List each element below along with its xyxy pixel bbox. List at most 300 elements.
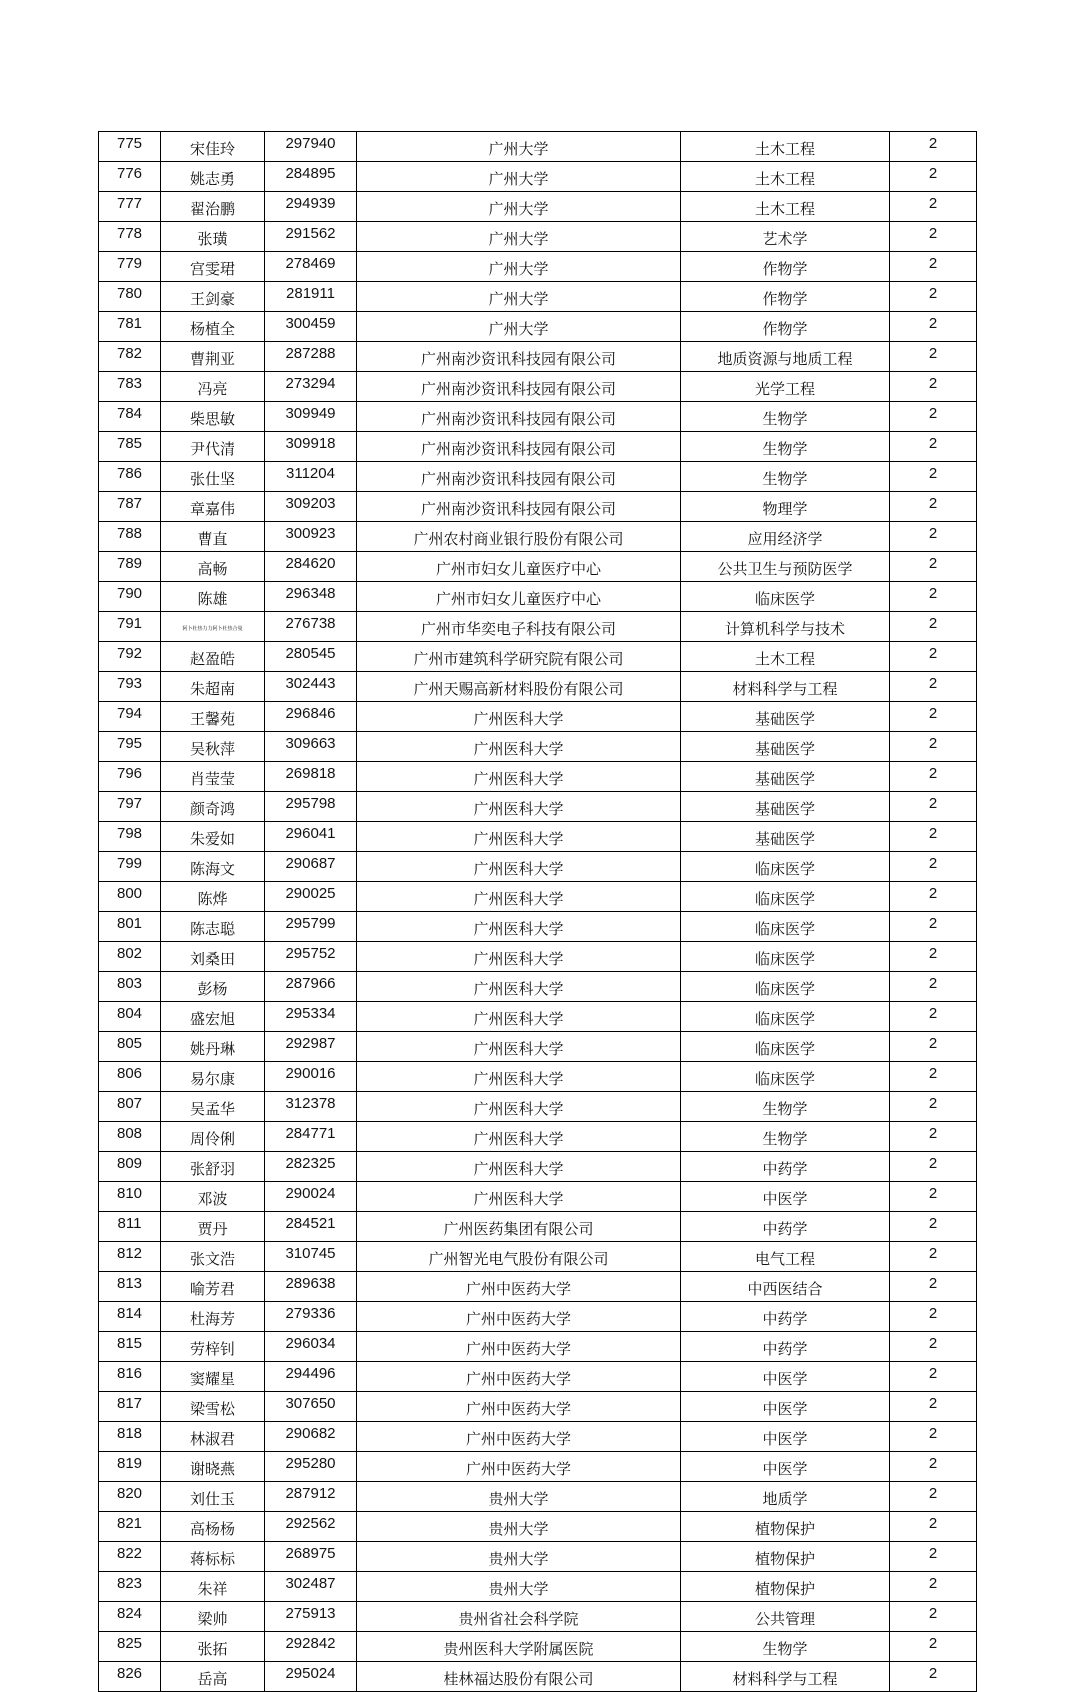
organization-cell: 广州医科大学 [357,1152,681,1182]
table-row [99,1002,977,1032]
row-number-cell: 810 [99,1182,161,1212]
count-value-cell: 2 [890,1032,977,1062]
table-row [99,462,977,492]
organization-cell: 广州市建筑科学研究院有限公司 [357,642,681,672]
row-number-cell: 814 [99,1302,161,1332]
discipline-cell: 临床医学 [681,582,890,612]
count-value-cell: 2 [890,372,977,402]
count-value-cell: 2 [890,1092,977,1122]
person-id-cell: 302443 [265,672,357,702]
count-value-cell: 2 [890,1632,977,1662]
row-number-cell: 809 [99,1152,161,1182]
discipline-cell: 应用经济学 [681,522,890,552]
organization-cell: 广州医科大学 [357,912,681,942]
person-id-cell: 284771 [265,1122,357,1152]
row-number-cell: 792 [99,642,161,672]
person-id-cell: 309203 [265,492,357,522]
count-value-cell: 2 [890,192,977,222]
table-row [99,972,977,1002]
person-id-cell: 273294 [265,372,357,402]
row-number-cell: 785 [99,432,161,462]
row-number-cell: 813 [99,1272,161,1302]
organization-cell: 广州中医药大学 [357,1272,681,1302]
person-id-cell: 295752 [265,942,357,972]
count-value-cell: 2 [890,1482,977,1512]
count-value-cell: 2 [890,672,977,702]
count-value-cell: 2 [890,1302,977,1332]
count-value-cell: 2 [890,402,977,432]
row-number-cell: 804 [99,1002,161,1032]
table-row [99,1332,977,1362]
person-name-cell: 劳梓钊 [161,1332,265,1362]
discipline-cell: 生物学 [681,1122,890,1152]
discipline-cell: 中医学 [681,1422,890,1452]
person-name-cell: 邓波 [161,1182,265,1212]
person-name-cell: 颜奇鸿 [161,792,265,822]
table-row [99,1602,977,1632]
person-name-cell: 翟治鹏 [161,192,265,222]
person-name-cell: 杜海芳 [161,1302,265,1332]
discipline-cell: 公共管理 [681,1602,890,1632]
organization-cell: 广州中医药大学 [357,1422,681,1452]
person-id-cell: 275913 [265,1602,357,1632]
count-value-cell: 2 [890,462,977,492]
organization-cell: 广州大学 [357,192,681,222]
person-name-cell: 高杨杨 [161,1512,265,1542]
table-row [99,1212,977,1242]
person-id-cell: 284620 [265,552,357,582]
person-id-cell: 292987 [265,1032,357,1062]
discipline-cell: 中医学 [681,1452,890,1482]
count-value-cell: 2 [890,912,977,942]
person-name-cell: 周伶俐 [161,1122,265,1152]
row-number-cell: 822 [99,1542,161,1572]
person-name-cell: 林淑君 [161,1422,265,1452]
discipline-cell: 基础医学 [681,822,890,852]
count-value-cell: 2 [890,312,977,342]
organization-cell: 广州中医药大学 [357,1302,681,1332]
row-number-cell: 798 [99,822,161,852]
organization-cell: 广州大学 [357,252,681,282]
person-id-cell: 311204 [265,462,357,492]
person-name-cell: 柴思敏 [161,402,265,432]
row-number-cell: 789 [99,552,161,582]
person-name-cell: 姚丹琳 [161,1032,265,1062]
person-name-cell: 朱祥 [161,1572,265,1602]
row-number-cell: 821 [99,1512,161,1542]
table-row [99,1632,977,1662]
table-row [99,1542,977,1572]
organization-cell: 贵州大学 [357,1482,681,1512]
person-name-cell: 宋佳玲 [161,132,265,162]
person-name-cell: 喻芳君 [161,1272,265,1302]
row-number-cell: 800 [99,882,161,912]
count-value-cell: 2 [890,432,977,462]
person-id-cell: 294496 [265,1362,357,1392]
person-id-cell: 279336 [265,1302,357,1332]
person-name-cell: 王剑豪 [161,282,265,312]
row-number-cell: 802 [99,942,161,972]
table-row [99,222,977,252]
person-name-cell: 杨植全 [161,312,265,342]
count-value-cell: 2 [890,1152,977,1182]
count-value-cell: 2 [890,342,977,372]
row-number-cell: 796 [99,762,161,792]
person-id-cell: 290025 [265,882,357,912]
person-name-cell: 张拓 [161,1632,265,1662]
organization-cell: 广州南沙资讯科技园有限公司 [357,402,681,432]
discipline-cell: 中西医结合 [681,1272,890,1302]
person-name-cell: 陈志聪 [161,912,265,942]
organization-cell: 广州南沙资讯科技园有限公司 [357,462,681,492]
discipline-cell: 光学工程 [681,372,890,402]
count-value-cell: 2 [890,1332,977,1362]
count-value-cell: 2 [890,1242,977,1272]
count-value-cell: 2 [890,1662,977,1692]
person-id-cell: 312378 [265,1092,357,1122]
discipline-cell: 基础医学 [681,762,890,792]
table-row [99,312,977,342]
organization-cell: 广州医科大学 [357,972,681,1002]
count-value-cell: 2 [890,252,977,282]
table-row [99,1362,977,1392]
discipline-cell: 植物保护 [681,1572,890,1602]
count-value-cell: 2 [890,972,977,1002]
person-name-cell: 高畅 [161,552,265,582]
organization-cell: 广州中医药大学 [357,1362,681,1392]
roster-table [98,131,977,1692]
person-name-cell: 蒋标标 [161,1542,265,1572]
person-name-cell: 尹代清 [161,432,265,462]
row-number-cell: 803 [99,972,161,1002]
discipline-cell: 电气工程 [681,1242,890,1272]
discipline-cell: 作物学 [681,252,890,282]
count-value-cell: 2 [890,1272,977,1302]
row-number-cell: 823 [99,1572,161,1602]
person-id-cell: 309663 [265,732,357,762]
row-number-cell: 812 [99,1242,161,1272]
row-number-cell: 824 [99,1602,161,1632]
table-row [99,1392,977,1422]
row-number-cell: 820 [99,1482,161,1512]
count-value-cell: 2 [890,582,977,612]
row-number-cell: 811 [99,1212,161,1242]
person-id-cell: 292562 [265,1512,357,1542]
person-name-cell: 章嘉伟 [161,492,265,522]
organization-cell: 广州医科大学 [357,882,681,912]
organization-cell: 广州大学 [357,312,681,342]
discipline-cell: 基础医学 [681,732,890,762]
discipline-cell: 临床医学 [681,882,890,912]
discipline-cell: 土木工程 [681,132,890,162]
row-number-cell: 826 [99,1662,161,1692]
discipline-cell: 中医学 [681,1362,890,1392]
discipline-cell: 作物学 [681,312,890,342]
person-name-cell: 梁帅 [161,1602,265,1632]
row-number-cell: 795 [99,732,161,762]
organization-cell: 广州智光电气股份有限公司 [357,1242,681,1272]
table-row [99,1182,977,1212]
table-row [99,1422,977,1452]
table-row [99,552,977,582]
discipline-cell: 临床医学 [681,942,890,972]
person-name-cell: 朱超南 [161,672,265,702]
person-id-cell: 310745 [265,1242,357,1272]
discipline-cell: 临床医学 [681,1062,890,1092]
table-row [99,1092,977,1122]
row-number-cell: 817 [99,1392,161,1422]
person-id-cell: 284521 [265,1212,357,1242]
organization-cell: 广州医药集团有限公司 [357,1212,681,1242]
discipline-cell: 公共卫生与预防医学 [681,552,890,582]
person-id-cell: 295798 [265,792,357,822]
row-number-cell: 801 [99,912,161,942]
count-value-cell: 2 [890,702,977,732]
person-name-cell: 谢晓燕 [161,1452,265,1482]
organization-cell: 广州南沙资讯科技园有限公司 [357,342,681,372]
person-id-cell: 278469 [265,252,357,282]
table-row [99,1272,977,1302]
person-name-cell: 阿卜杜热力力阿卜杜热合曼 [161,612,265,642]
discipline-cell: 土木工程 [681,192,890,222]
discipline-cell: 生物学 [681,402,890,432]
person-id-cell: 290687 [265,852,357,882]
row-number-cell: 797 [99,792,161,822]
row-number-cell: 775 [99,132,161,162]
row-number-cell: 816 [99,1362,161,1392]
person-id-cell: 294939 [265,192,357,222]
person-id-cell: 297940 [265,132,357,162]
table-row [99,582,977,612]
count-value-cell: 2 [890,1212,977,1242]
discipline-cell: 地质资源与地质工程 [681,342,890,372]
organization-cell: 广州医科大学 [357,1122,681,1152]
discipline-cell: 临床医学 [681,852,890,882]
person-id-cell: 309918 [265,432,357,462]
person-id-cell: 291562 [265,222,357,252]
discipline-cell: 材料科学与工程 [681,1662,890,1692]
discipline-cell: 地质学 [681,1482,890,1512]
person-id-cell: 295280 [265,1452,357,1482]
person-id-cell: 287912 [265,1482,357,1512]
count-value-cell: 2 [890,732,977,762]
person-name-cell: 岳高 [161,1662,265,1692]
table-row [99,282,977,312]
person-id-cell: 296348 [265,582,357,612]
discipline-cell: 作物学 [681,282,890,312]
table-row [99,192,977,222]
person-name-cell: 彭杨 [161,972,265,1002]
person-id-cell: 296041 [265,822,357,852]
organization-cell: 广州大学 [357,162,681,192]
person-id-cell: 276738 [265,612,357,642]
organization-cell: 广州南沙资讯科技园有限公司 [357,492,681,522]
person-name-cell: 窦耀星 [161,1362,265,1392]
person-name-cell: 冯亮 [161,372,265,402]
person-id-cell: 307650 [265,1392,357,1422]
person-id-cell: 300923 [265,522,357,552]
count-value-cell: 2 [890,942,977,972]
person-name-cell: 刘仕玉 [161,1482,265,1512]
person-name-cell: 肖莹莹 [161,762,265,792]
table-row [99,1122,977,1152]
row-number-cell: 806 [99,1062,161,1092]
table-row [99,492,977,522]
person-id-cell: 281911 [265,282,357,312]
person-name-cell: 姚志勇 [161,162,265,192]
table-row [99,822,977,852]
discipline-cell: 生物学 [681,432,890,462]
person-name-cell: 朱爱如 [161,822,265,852]
count-value-cell: 2 [890,1182,977,1212]
table-row [99,912,977,942]
row-number-cell: 783 [99,372,161,402]
count-value-cell: 2 [890,162,977,192]
organization-cell: 广州南沙资讯科技园有限公司 [357,432,681,462]
table-row [99,642,977,672]
person-id-cell: 296034 [265,1332,357,1362]
row-number-cell: 779 [99,252,161,282]
organization-cell: 广州市华奕电子科技有限公司 [357,612,681,642]
table-row [99,1062,977,1092]
row-number-cell: 799 [99,852,161,882]
person-name-cell: 曹荆亚 [161,342,265,372]
row-number-cell: 782 [99,342,161,372]
person-name-cell: 张璜 [161,222,265,252]
person-id-cell: 290016 [265,1062,357,1092]
discipline-cell: 植物保护 [681,1512,890,1542]
table-row [99,342,977,372]
table-row [99,1032,977,1062]
count-value-cell: 2 [890,1002,977,1032]
table-row [99,402,977,432]
discipline-cell: 基础医学 [681,702,890,732]
person-name-cell: 赵盈皓 [161,642,265,672]
count-value-cell: 2 [890,1542,977,1572]
count-value-cell: 2 [890,132,977,162]
person-id-cell: 269818 [265,762,357,792]
person-id-cell: 287288 [265,342,357,372]
row-number-cell: 778 [99,222,161,252]
discipline-cell: 中药学 [681,1332,890,1362]
person-name-cell: 王馨苑 [161,702,265,732]
organization-cell: 广州医科大学 [357,1002,681,1032]
person-id-cell: 295024 [265,1662,357,1692]
person-name-cell: 陈烨 [161,882,265,912]
person-name-cell: 张文浩 [161,1242,265,1272]
person-name-cell: 刘桑田 [161,942,265,972]
row-number-cell: 825 [99,1632,161,1662]
organization-cell: 广州医科大学 [357,1032,681,1062]
count-value-cell: 2 [890,552,977,582]
organization-cell: 广州医科大学 [357,762,681,792]
count-value-cell: 2 [890,1392,977,1422]
organization-cell: 广州中医药大学 [357,1452,681,1482]
count-value-cell: 2 [890,852,977,882]
count-value-cell: 2 [890,222,977,252]
table-row [99,942,977,972]
person-name-cell: 吴孟华 [161,1092,265,1122]
table-row [99,1482,977,1512]
row-number-cell: 776 [99,162,161,192]
row-number-cell: 815 [99,1332,161,1362]
table-row [99,1572,977,1602]
person-name-cell: 陈雄 [161,582,265,612]
row-number-cell: 786 [99,462,161,492]
count-value-cell: 2 [890,762,977,792]
organization-cell: 贵州省社会科学院 [357,1602,681,1632]
person-id-cell: 280545 [265,642,357,672]
person-id-cell: 309949 [265,402,357,432]
count-value-cell: 2 [890,1362,977,1392]
person-name-cell: 贾丹 [161,1212,265,1242]
organization-cell: 广州市妇女儿童医疗中心 [357,552,681,582]
row-number-cell: 808 [99,1122,161,1152]
person-id-cell: 289638 [265,1272,357,1302]
organization-cell: 广州大学 [357,222,681,252]
person-id-cell: 295334 [265,1002,357,1032]
table-row [99,132,977,162]
organization-cell: 广州天赐高新材料股份有限公司 [357,672,681,702]
count-value-cell: 2 [890,792,977,822]
person-name-cell: 曹直 [161,522,265,552]
count-value-cell: 2 [890,882,977,912]
count-value-cell: 2 [890,1452,977,1482]
count-value-cell: 2 [890,1512,977,1542]
discipline-cell: 中医学 [681,1182,890,1212]
person-id-cell: 287966 [265,972,357,1002]
count-value-cell: 2 [890,822,977,852]
table-row [99,1302,977,1332]
discipline-cell: 生物学 [681,1092,890,1122]
discipline-cell: 临床医学 [681,1032,890,1062]
person-id-cell: 284895 [265,162,357,192]
discipline-cell: 中药学 [681,1212,890,1242]
table-row [99,252,977,282]
person-name-cell: 盛宏旭 [161,1002,265,1032]
organization-cell: 广州中医药大学 [357,1332,681,1362]
organization-cell: 广州农村商业银行股份有限公司 [357,522,681,552]
person-id-cell: 290024 [265,1182,357,1212]
row-number-cell: 788 [99,522,161,552]
organization-cell: 广州医科大学 [357,732,681,762]
discipline-cell: 土木工程 [681,642,890,672]
row-number-cell: 794 [99,702,161,732]
table-row [99,432,977,462]
table-row [99,522,977,552]
table-row [99,372,977,402]
person-name-cell: 陈海文 [161,852,265,882]
discipline-cell: 临床医学 [681,1002,890,1032]
count-value-cell: 2 [890,1422,977,1452]
organization-cell: 广州南沙资讯科技园有限公司 [357,372,681,402]
person-name-cell: 梁雪松 [161,1392,265,1422]
count-value-cell: 2 [890,282,977,312]
row-number-cell: 781 [99,312,161,342]
person-name-cell: 吴秋萍 [161,732,265,762]
count-value-cell: 2 [890,522,977,552]
organization-cell: 广州医科大学 [357,942,681,972]
organization-cell: 贵州大学 [357,1572,681,1602]
discipline-cell: 计算机科学与技术 [681,612,890,642]
discipline-cell: 临床医学 [681,972,890,1002]
table-row [99,882,977,912]
table-row [99,852,977,882]
row-number-cell: 784 [99,402,161,432]
person-id-cell: 290682 [265,1422,357,1452]
discipline-cell: 生物学 [681,462,890,492]
roster-table-body [99,132,977,1692]
